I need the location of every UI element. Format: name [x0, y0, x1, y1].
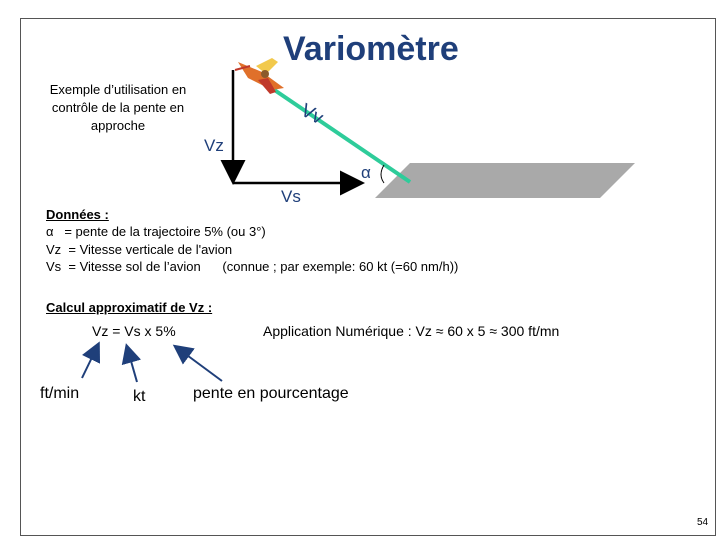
- page-title: Variomètre: [283, 30, 459, 68]
- donnees-row-vs: Vs = Vitesse sol de l’avion (connue ; par exemple: 60 kt (=60 nm/h)): [46, 258, 459, 274]
- calcul-formula: Vz = Vs x 5%: [92, 323, 176, 339]
- calcul-application: Application Numérique : Vz ≈ 60 x 5 ≈ 300 ft/mn: [263, 323, 560, 339]
- unit-pente: pente en pourcentage: [193, 385, 349, 402]
- airplane-icon: [235, 58, 284, 94]
- arrow-pente: [176, 347, 222, 381]
- alpha-arc: [381, 165, 384, 183]
- label-alpha: α: [361, 163, 371, 182]
- donnees-heading: Données :: [46, 207, 109, 222]
- unit-ftmin: ft/min: [40, 385, 80, 402]
- arrow-ftmin: [82, 345, 98, 378]
- runway: [375, 163, 635, 198]
- donnees-block: [46, 206, 458, 275]
- label-vv: Vv: [297, 100, 327, 129]
- arrow-kt: [127, 347, 137, 382]
- calcul-title: Calcul approximatif de Vz :: [46, 300, 213, 315]
- example-text: Exemple d’utilisation en contrôle de la pente en approche: [49, 82, 187, 134]
- unit-kt: kt: [133, 388, 146, 405]
- donnees-row-alpha: α = pente de la trajectoire 5% (ou 3°): [46, 224, 266, 240]
- label-vs: Vs: [281, 187, 301, 206]
- donnees-row-vz: Vz = Vitesse verticale de l'avion: [46, 241, 233, 257]
- label-vz: Vz: [204, 136, 224, 155]
- page-number: 54: [697, 517, 709, 528]
